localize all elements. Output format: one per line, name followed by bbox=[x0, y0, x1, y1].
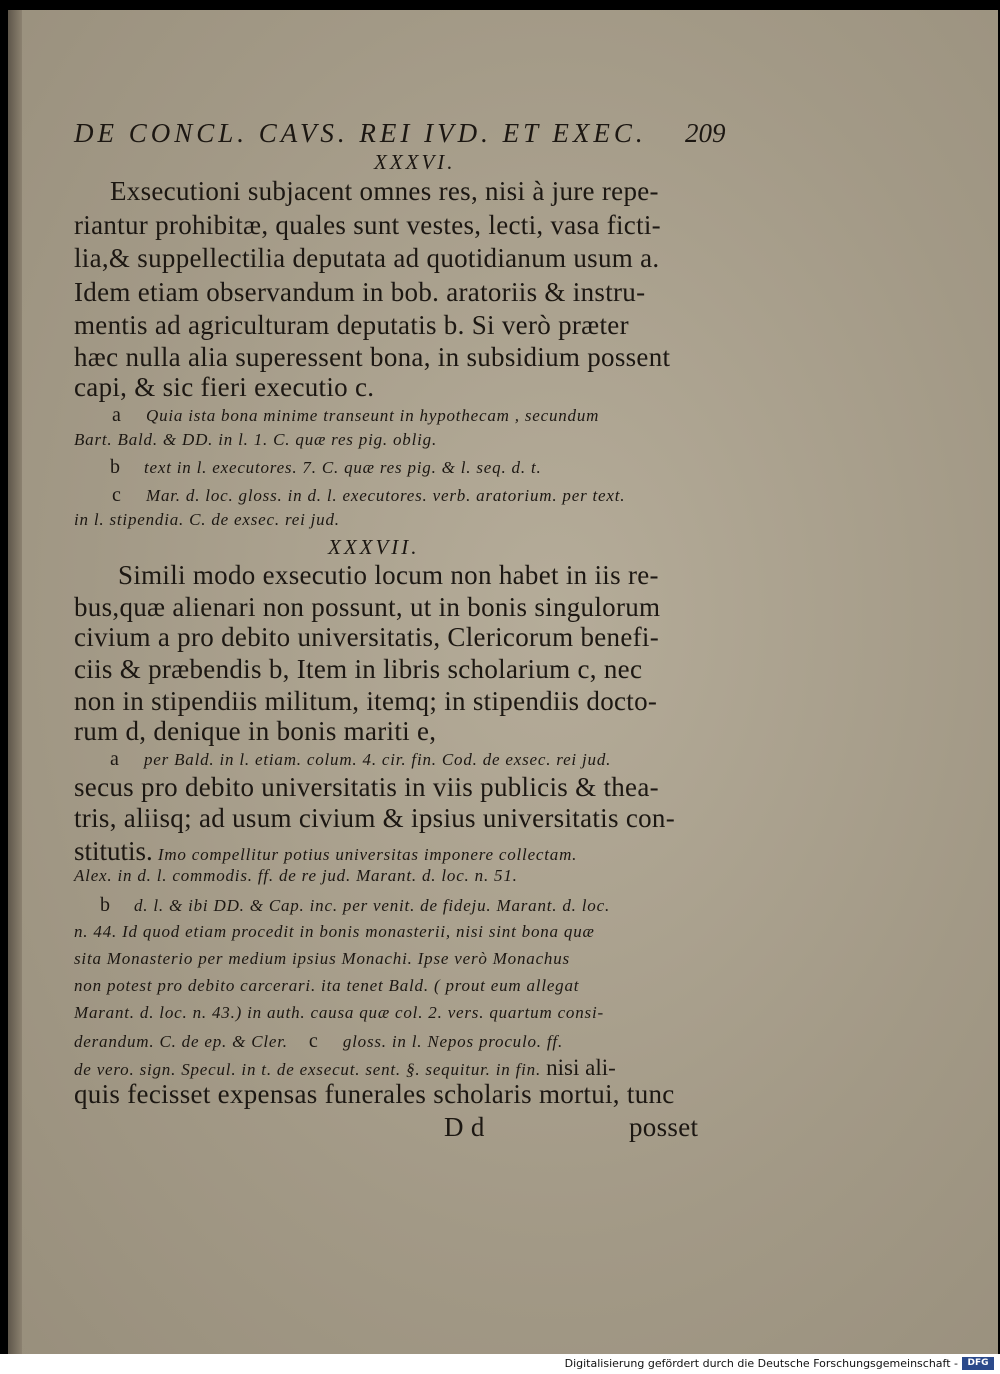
note-text: Quia ista bona minime transeunt in hypothecam , secundum bbox=[146, 406, 600, 425]
body-line: hæc nulla alia superessent bona, in subsidium possent bbox=[74, 342, 671, 372]
body-line: quis fecisset expensas funerales scholaris mortui, tunc bbox=[74, 1079, 675, 1109]
note-text: d. l. & ibi DD. & Cap. inc. per venit. de fideju. Marant. d. loc. bbox=[134, 896, 611, 915]
footnote-line: Marant. d. loc. n. 43.) in auth. causa quæ col. 2. vers. quartum consi- bbox=[74, 1003, 604, 1022]
note-text: Mar. d. loc. gloss. in d. l. executores. verb. aratorium. per text. bbox=[146, 486, 626, 505]
body-line: tris, aliisq; ad usum civium & ipsius universitatis con- bbox=[74, 803, 676, 833]
note-text: gloss. in l. Nepos proculo. ff. bbox=[342, 1032, 563, 1051]
footnote-a bbox=[112, 404, 599, 427]
body-line: mentis ad agriculturam deputatis b. Si verò præter bbox=[74, 310, 629, 340]
note-text: derandum. C. de ep. & Cler. bbox=[74, 1032, 288, 1051]
note-marker: b bbox=[100, 894, 111, 916]
body-line: rum d, denique in bonis mariti e, bbox=[74, 716, 437, 746]
note-text: de vero. sign. Specul. in t. de exsecut. sent. §. sequitur. in fin. bbox=[74, 1060, 542, 1079]
mixed-italic-text: Imo compellitur potius universitas imponere collectam. bbox=[157, 845, 578, 864]
page-gutter bbox=[8, 10, 22, 1354]
section-numeral-37: XXXVII. bbox=[328, 535, 420, 559]
note-text: per Bald. in l. etiam. colum. 4. cir. fin. Cod. de exsec. rei jud. bbox=[144, 750, 612, 769]
footnote-line-with-c bbox=[74, 1030, 563, 1053]
body-line: ciis & præbendis b, Item in libris scholarium c, nec bbox=[74, 654, 643, 684]
footnote-line: n. 44. Id quod etiam procedit in bonis monasterii, nisi sint bona quæ bbox=[74, 922, 595, 941]
footer-bar bbox=[0, 1354, 1000, 1374]
body-line: Exsecutioni subjacent omnes res, nisi à jure repe- bbox=[110, 176, 659, 206]
section-numeral-36: XXXVI. bbox=[374, 150, 456, 174]
body-line: capi, & sic fieri executio c. bbox=[74, 372, 375, 402]
note-marker: b bbox=[110, 456, 121, 478]
footnote-a-cont: Bart. Bald. & DD. in l. 1. C. quæ res pig. oblig. bbox=[74, 430, 437, 449]
page-number: 209 bbox=[685, 118, 726, 148]
note-text: nisi ali- bbox=[546, 1055, 616, 1080]
mixed-line bbox=[74, 836, 577, 867]
body-line: Idem etiam observandum in bob. aratoriis & instru- bbox=[74, 277, 646, 307]
body-line: secus pro debito universitatis in viis publicis & thea- bbox=[74, 772, 659, 802]
catchword: posset bbox=[629, 1112, 699, 1142]
body-line: Simili modo exsecutio locum non habet in iis re- bbox=[118, 560, 659, 590]
body-line: non in stipendiis militum, itemq; in stipendiis docto- bbox=[74, 686, 658, 716]
body-line: civium a pro debito universitatis, Clericorum benefi- bbox=[74, 622, 659, 652]
funding-credit: Digitalisierung gefördert durch die Deutsche Forschungsgemeinschaft - bbox=[564, 1357, 958, 1370]
note-marker: a bbox=[110, 748, 120, 770]
mixed-line bbox=[74, 1055, 616, 1081]
footnote-a-tail: Alex. in d. l. commodis. ff. de re jud. Marant. d. loc. n. 51. bbox=[74, 866, 518, 885]
footnote-a-37 bbox=[110, 748, 611, 771]
mixed-normal-text: stitutis. bbox=[74, 836, 153, 866]
body-line: riantur prohibitæ, quales sunt vestes, lecti, vasa ficti- bbox=[74, 210, 661, 240]
note-marker: c bbox=[112, 484, 122, 506]
footnote-c bbox=[112, 484, 625, 507]
footnote-line: sita Monasterio per medium ipsius Monachi. Ipse verò Monachus bbox=[74, 949, 570, 968]
note-text: text in l. executores. 7. C. quæ res pig. & l. seq. d. t. bbox=[144, 458, 542, 477]
body-line: bus,quæ alienari non possunt, ut in bonis singulorum bbox=[74, 592, 661, 622]
dfg-logo: DFG bbox=[962, 1357, 994, 1370]
footnote-b bbox=[110, 456, 542, 479]
body-line: lia,& suppellectilia deputata ad quotidianum usum a. bbox=[74, 243, 660, 273]
footnote-line: non potest pro debito carcerari. ita tenet Bald. ( prout eum allegat bbox=[74, 976, 580, 995]
note-marker: c bbox=[308, 1030, 319, 1052]
note-marker: a bbox=[112, 404, 122, 426]
running-title: DE CONCL. CAVS. REI IVD. ET EXEC. bbox=[74, 118, 647, 148]
signature-mark: D d bbox=[444, 1112, 485, 1142]
footnote-c-cont: in l. stipendia. C. de exsec. rei jud. bbox=[74, 510, 340, 529]
footnote-b-37 bbox=[100, 894, 610, 917]
